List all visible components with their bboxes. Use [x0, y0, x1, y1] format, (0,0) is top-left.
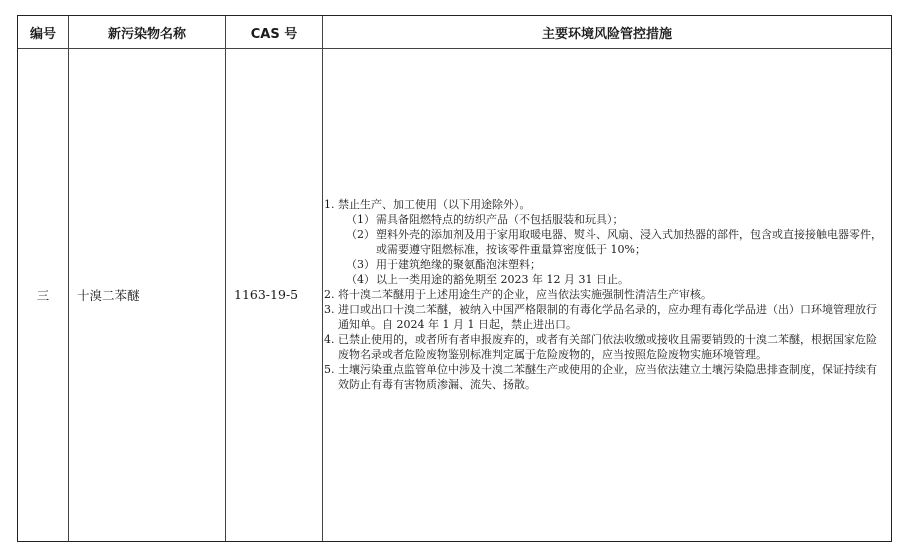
column-divider [322, 16, 323, 541]
column-divider [225, 16, 226, 541]
measure-subitem [324, 212, 887, 227]
row-cas: 1163-19-5 [234, 287, 299, 302]
measure-item [324, 332, 887, 362]
row-measures [324, 48, 887, 541]
measure-item [324, 302, 887, 332]
measure-item [324, 362, 887, 392]
row-id: 三 [36, 287, 50, 303]
header-measures: 主要环境风险管控措施 [541, 26, 672, 42]
measure-subitem [324, 227, 887, 257]
subitem-number: （4） [346, 273, 375, 286]
row-name: 十溴二苯醚 [77, 287, 140, 303]
subitem-text: 塑料外壳的添加剂及用于家用取暖电器、熨斗、风扇、浸入式加热器的部件，包含或直接接触电器零件，或需要遵守阻燃标准，按该零件重量算密度低于 10%； [376, 228, 882, 256]
column-divider [68, 16, 69, 541]
measure-text: 禁止生产、加工使用（以下用途除外）。 [338, 198, 531, 211]
measure-text: 土壤污染重点监管单位中涉及十溴二苯醚生产或使用的企业，应当依法建立土壤污染隐患排查制度，保证持续有效防止有毒有害物质渗漏、流失、扬散。 [338, 363, 877, 391]
risk-control-table [17, 15, 892, 542]
header-cas: CAS 号 [250, 26, 298, 42]
subitem-text: 以上一类用途的豁免期至 2023 年 12 月 31 日止。 [376, 273, 629, 286]
measure-subitem [324, 272, 887, 287]
subitem-text: 用于建筑绝缘的聚氨酯泡沫塑料； [376, 258, 541, 271]
measure-number: 1. [324, 198, 335, 211]
measure-text: 进口或出口十溴二苯醚，被纳入中国严格限制的有毒化学品名录的，应办理有毒化学品进（出）口环境管理放行通知单。自 2024 年 1 月 1 日起，禁止进出口。 [338, 303, 877, 331]
measure-text: 已禁止使用的，或者所有者申报废弃的，或者有关部门依法收缴或接收且需要销毁的十溴二苯醚，根据国家危险废物名录或者危险废物鉴别标准判定属于危险废物的，应当按照危险废物实施环境管理。 [338, 333, 877, 361]
subitem-number: （1） [346, 213, 375, 226]
measure-subitem [324, 257, 887, 272]
measure-number: 4. [324, 333, 335, 346]
measure-number: 5. [324, 363, 335, 376]
measure-number: 2. [324, 288, 335, 301]
header-name: 新污染物名称 [107, 26, 186, 42]
measure-text: 将十溴二苯醚用于上述用途生产的企业，应当依法实施强制性清洁生产审核。 [338, 288, 712, 301]
subitem-number: （2） [346, 228, 375, 241]
measure-item [324, 197, 887, 212]
header-id: 编号 [29, 26, 56, 42]
measure-item [324, 287, 887, 302]
measure-number: 3. [324, 303, 335, 316]
subitem-number: （3） [346, 258, 375, 271]
subitem-text: 需具备阻燃特点的纺织产品（不包括服装和玩具）； [376, 213, 624, 226]
